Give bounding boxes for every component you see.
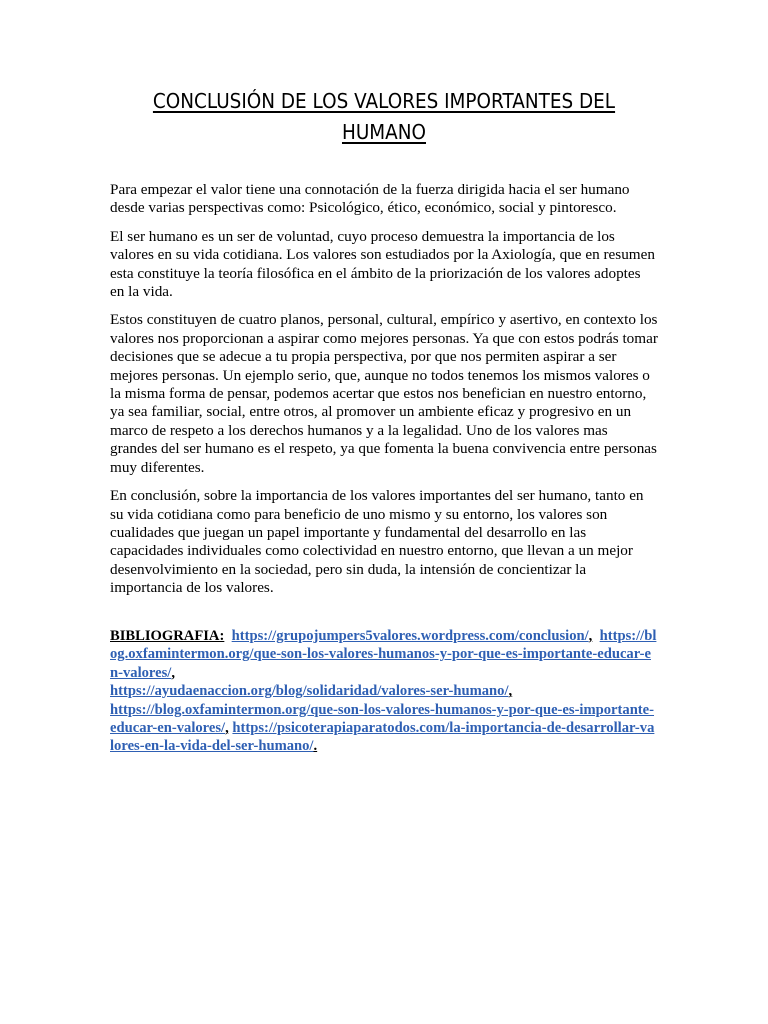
bibliography <box>110 627 658 756</box>
bibliography-link[interactable]: https://blog.oxfamintermon.org/que-son-los-valores-humanos-y-por-que-es-importante-educar-en-valores/ <box>110 628 657 681</box>
paragraph-axiology: El ser humano es un ser de voluntad, cuyo proceso demuestra la importancia de los valores en su vida cotidiana. Los valores son estudiados por la Axiología, que en resumen esta constituye la teoría filosófica en el ámbito de la priorización de los valores adoptes en la vida. <box>110 227 655 301</box>
bibliography-separator: , <box>171 664 176 681</box>
bibliography-link[interactable]: https://blog.oxfamintermon.org/que-son-los-valores-humanos-y-por-que-es-importante-educar-en-valores/ <box>110 701 655 737</box>
document-body <box>110 181 658 608</box>
bibliography-terminator: . <box>313 738 318 755</box>
bibliography-separator: , <box>508 683 513 700</box>
paragraph-conclusion: En conclusión, sobre la importancia de los valores importantes del ser humano, tanto en su vida cotidiana como para beneficio de uno mismo y su entorno, los valores son cualidades que juegan un papel importante y fundamental del desarrollo en las capacidades individuales como colectividad en nuestro entorno, que llevan a un mejor desenvolvimiento en la sociedad, pero sin duda, la intensión de concientizar la importancia de los valores. <box>110 487 644 597</box>
bibliography-separator: , <box>588 628 593 644</box>
paragraph-planes: Estos constituyen de cuatro planos, personal, cultural, empírico y asertivo, en contexto los valores nos proporcionan a aspirar como mejores personas. Ya que con estos podrás tomar decisiones que se adecue a tu propia perspectiva, por que nos permiten aspirar a ser mejores personas. Un ejemplo serio, que, aunque no todos tenemos los mismos valores o la misma forma de pensar, podemos acertar que estos nos benefician en nuestro entorno, ya sea familiar, social, entre otros, al promover un ambiente eficaz y progresivo en un marco de respeto a los derechos humanos y a la legalidad. Uno de los valores mas grandes del ser humano es el respeto, ya que fomenta la buena convivencia entre personas muy diferentes. <box>110 311 658 476</box>
bibliography-link[interactable]: https://grupojumpers5valores.wordpress.com/conclusion/ <box>231 628 589 644</box>
document-title: CONCLUSIÓN DE LOS VALORES IMPORTANTES DEL HUMANO <box>152 89 616 144</box>
bibliography-link[interactable]: https://ayudaenaccion.org/blog/solidaridad/valores-ser-humano/ <box>110 683 509 700</box>
bibliography-link[interactable]: https://psicoterapiaparatodos.com/la-importancia-de-desarrollar-valores-en-la-vida-del-ser-humano/ <box>110 720 655 755</box>
paragraph-intro: Para empezar el valor tiene una connotación de la fuerza dirigida hacia el ser humano desde varias perspectivas como: Psicológico, ético, económico, social y pintoresco. <box>110 181 630 217</box>
bibliography-label: BIBLIOGRAFIA: <box>110 628 225 644</box>
bibliography-separator: , <box>225 720 229 737</box>
